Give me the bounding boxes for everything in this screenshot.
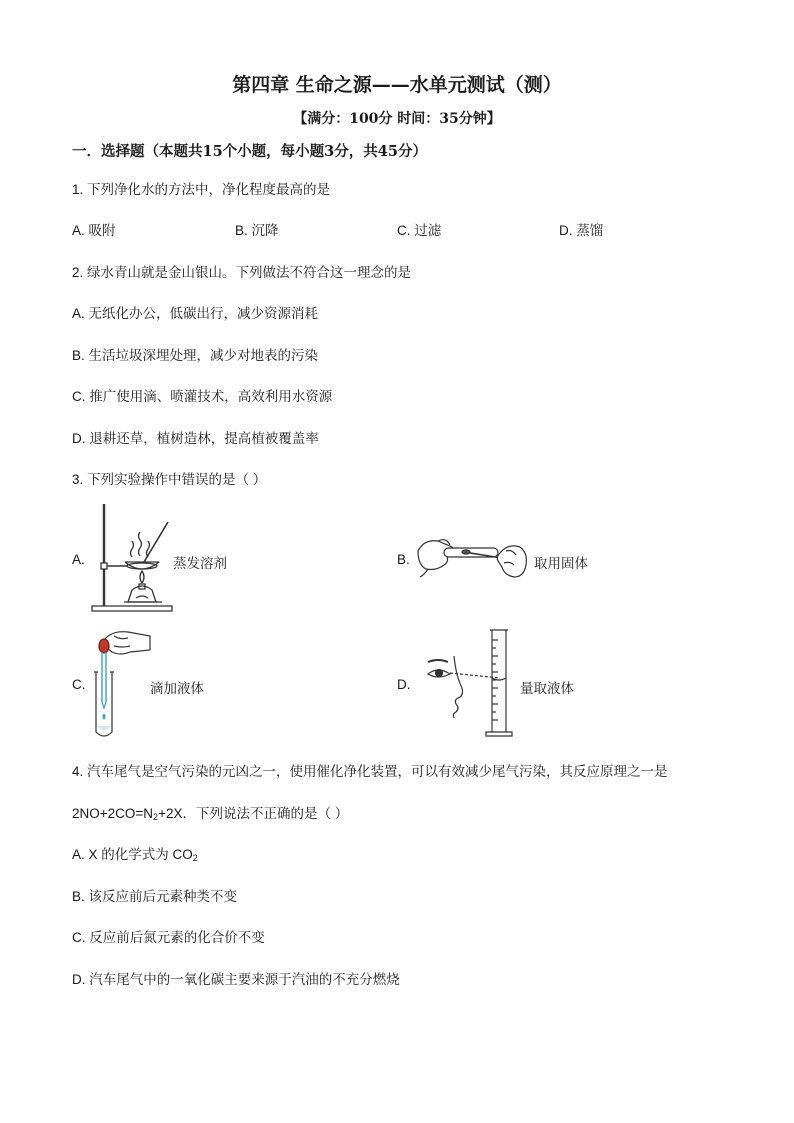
hands-holding-test-tube-figure xyxy=(416,533,530,581)
score-time-line: 【满分：100分 时间：35分钟】 xyxy=(293,111,501,127)
question-3-option-a-letter: A. xyxy=(72,552,85,567)
question-3-option-c-label: 滴加液体 xyxy=(150,681,204,696)
question-4-option-c: C. 反应前后氮元素的化合价不变 xyxy=(72,930,265,945)
question-3-option-d-letter: D. xyxy=(397,677,411,692)
equation-part-2: +2X．下列说法不正确的是（ ） xyxy=(158,806,349,821)
question-4-stem: 4. 汽车尾气是空气污染的元凶之一，使用催化净化装置，可以有效减少尾气污染，其反应原理之一是 xyxy=(72,764,668,779)
question-3-option-a-label: 蒸发溶剂 xyxy=(173,556,227,571)
question-3-option-c-letter: C. xyxy=(72,677,86,692)
question-3-option-b-letter: B. xyxy=(397,552,410,567)
option-a-text: A. X 的化学式为 CO xyxy=(72,847,193,862)
page-title: 第四章 生命之源——水单元测试（测） xyxy=(232,74,562,96)
question-3-option-b-label: 取用固体 xyxy=(534,556,588,571)
question-1-stem: 1. 下列净化水的方法中，净化程度最高的是 xyxy=(72,182,331,197)
question-2-stem: 2. 绿水青山就是金山银山。下列做法不符合这一理念的是 xyxy=(72,265,412,280)
equation-subscript: 2 xyxy=(153,812,159,822)
question-4-option-a xyxy=(72,843,198,863)
section-heading: 一．选择题（本题共15个小题，每小题3分，共45分） xyxy=(72,143,427,160)
eye-reading-graduated-cylinder-figure xyxy=(420,626,520,744)
question-2-option-a: A. 无纸化办公，低碳出行，减少资源消耗 xyxy=(72,306,319,321)
question-4-option-b: B. 该反应前后元素种类不变 xyxy=(72,889,238,904)
equation-part-1: 2NO+2CO=N xyxy=(72,806,154,821)
question-3-stem: 3. 下列实验操作中错误的是（ ） xyxy=(72,472,267,487)
question-2-option-d: D. 退耕还草，植树造林，提高植被覆盖率 xyxy=(72,431,319,446)
evaporation-apparatus-figure xyxy=(88,502,178,614)
question-1-option-d: D. 蒸馏 xyxy=(559,223,604,238)
question-3-option-d-label: 量取液体 xyxy=(520,681,574,696)
question-1-option-c: C. 过滤 xyxy=(397,223,442,238)
option-a-subscript: 2 xyxy=(192,853,198,863)
question-4-option-d: D. 汽车尾气中的一氧化碳主要来源于汽油的不充分燃烧 xyxy=(72,972,400,987)
question-1-option-a: A. 吸附 xyxy=(72,223,116,238)
question-2-option-c: C. 推广使用滴、喷灌技术，高效利用水资源 xyxy=(72,389,333,404)
question-1-option-b: B. 沉降 xyxy=(235,223,279,238)
dropper-over-test-tube-figure xyxy=(94,628,154,740)
question-2-option-b: B. 生活垃圾深埋处理，减少对地表的污染 xyxy=(72,348,319,363)
question-4-equation xyxy=(72,802,348,822)
